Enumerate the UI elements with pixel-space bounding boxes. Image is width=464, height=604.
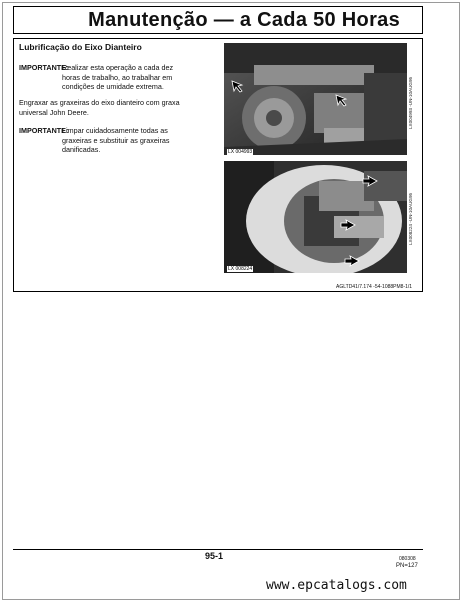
important-note-line: condições de umidade extrema. bbox=[62, 82, 164, 92]
figure-label: LX 008224 bbox=[228, 266, 253, 272]
figure-side-id: LX004993 -UN-10AUG95 bbox=[408, 76, 413, 129]
figure-side-id: LX008224 -UN-10AUG95 bbox=[408, 192, 413, 245]
body-paragraph bbox=[19, 98, 180, 117]
page-number: 95-1 bbox=[205, 551, 224, 561]
section-heading: Lubrificação do Eixo Dianteiro bbox=[19, 42, 142, 52]
arrow-icon bbox=[334, 93, 348, 107]
figure-label: LX 004993 bbox=[228, 149, 253, 155]
important-note-line: Limpar cuidadosamente todas as bbox=[62, 126, 168, 135]
front-axle-photo-1 bbox=[224, 43, 407, 155]
footer-rule bbox=[13, 549, 423, 550]
arrow-icon bbox=[340, 219, 356, 231]
important-note bbox=[62, 126, 169, 155]
important-note-line: graxeiras e substituir as graxeiras bbox=[62, 135, 170, 145]
reference-code: AGLTD41/7.174 -54-1088PM8-1/1 bbox=[336, 284, 413, 290]
front-axle-photo-2 bbox=[224, 161, 407, 273]
important-note-line: horas de trabalho, ao trabalhar em bbox=[62, 72, 173, 82]
pn-number: PN=127 bbox=[396, 563, 418, 569]
watermark: www.epcatalogs.com bbox=[266, 578, 407, 593]
important-note bbox=[62, 63, 173, 92]
important-note-line: Realizar esta operação a cada dez bbox=[62, 63, 174, 72]
important-label: IMPORTANTE: bbox=[19, 126, 69, 135]
important-label: IMPORTANTE: bbox=[19, 63, 69, 72]
arrow-icon bbox=[344, 255, 360, 267]
page-title: Manutenção — a Cada 50 Horas bbox=[88, 8, 400, 31]
footer-code: 080308 bbox=[399, 556, 416, 562]
body-line: universal John Deere. bbox=[19, 107, 89, 117]
title-box bbox=[13, 6, 423, 34]
important-note-line: danificadas. bbox=[62, 145, 101, 155]
section-box bbox=[13, 38, 423, 292]
arrow-icon bbox=[362, 175, 378, 187]
body-line: Engraxar as graxeiras do eixo dianteiro com graxa bbox=[19, 98, 180, 107]
arrow-icon bbox=[230, 79, 244, 93]
